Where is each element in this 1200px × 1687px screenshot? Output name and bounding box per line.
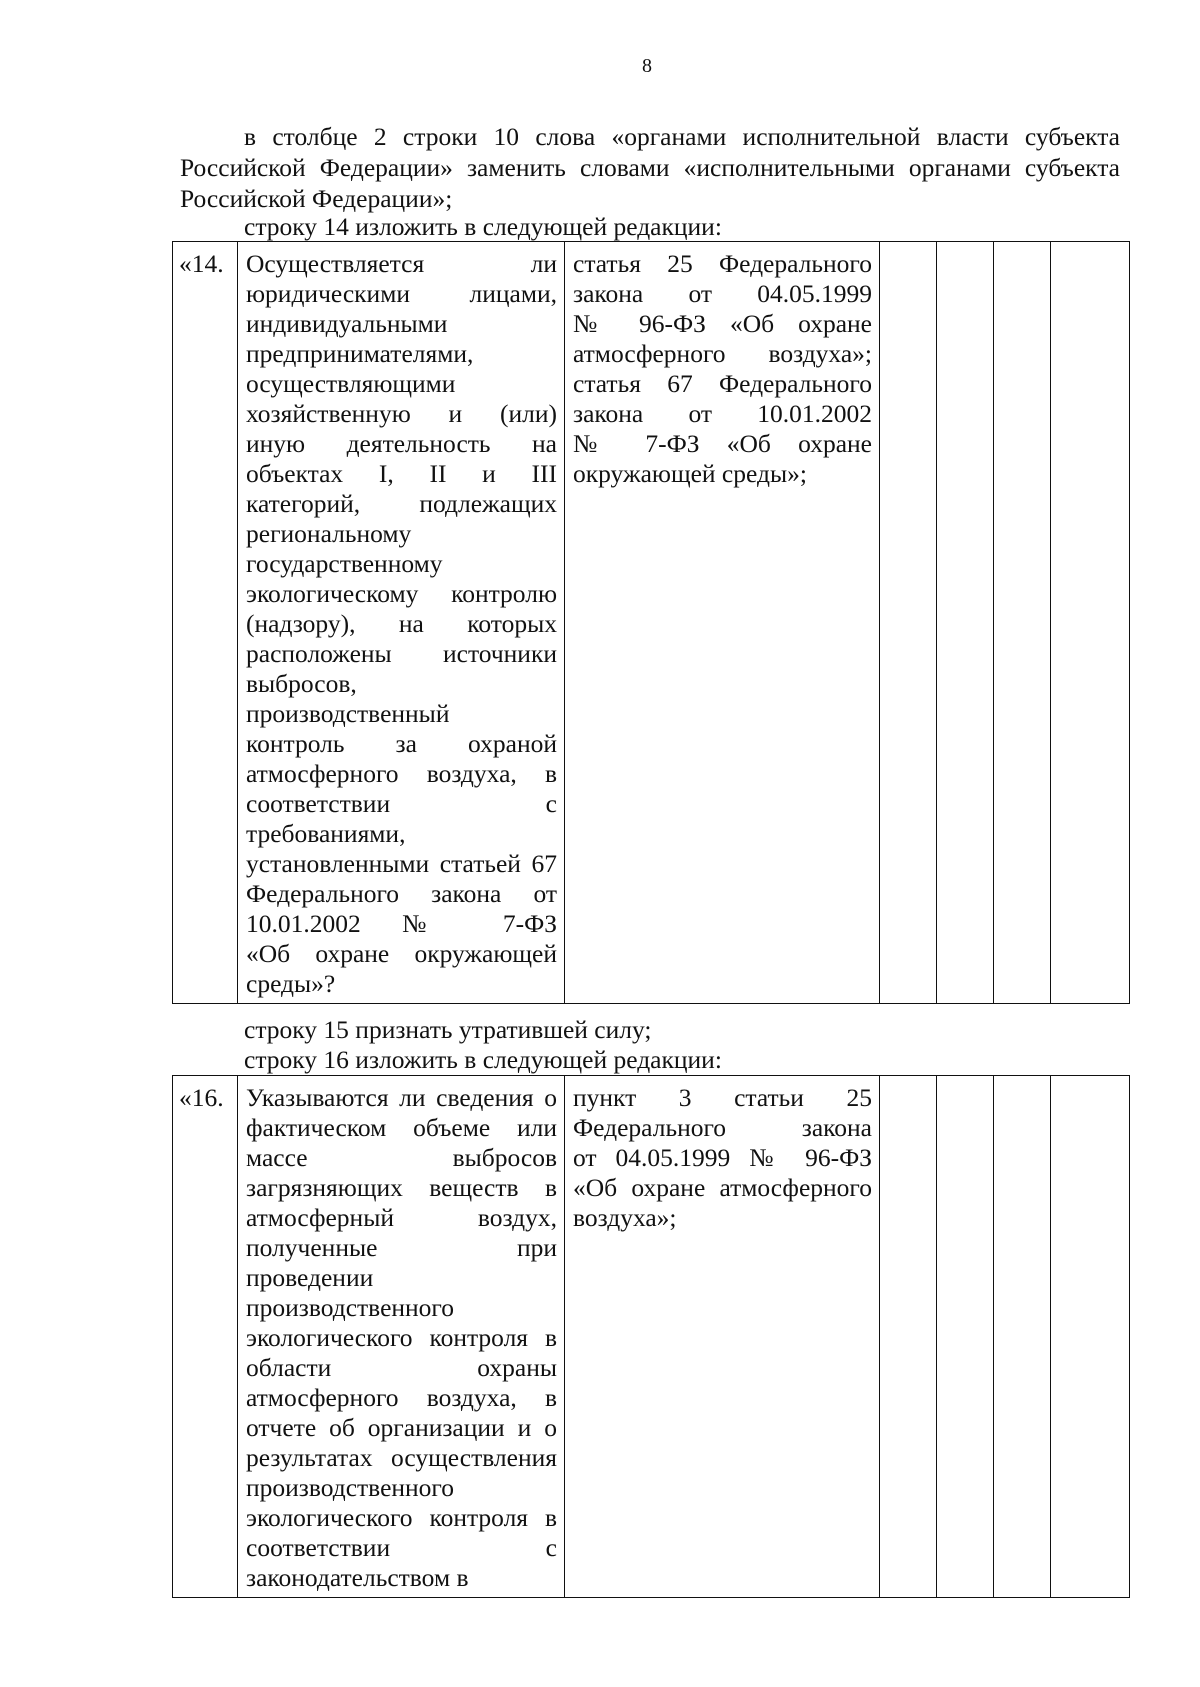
cell-text-line: статья 25 Федерального xyxy=(573,249,872,278)
cell-text-line: (надзору), на которых xyxy=(246,609,557,638)
cell-text-line: пункт 3 статьи 25 xyxy=(573,1083,872,1112)
cell-text-line: законодательством в xyxy=(246,1563,469,1592)
legal-reference-cell xyxy=(565,242,880,1004)
cell-text-line: категорий, подлежащих xyxy=(246,489,557,518)
cell-text-line: атмосферного воздуха, в xyxy=(246,1383,557,1412)
legal-reference-text xyxy=(573,1083,872,1233)
cell-text-line: «Об охране окружающей xyxy=(246,939,557,968)
cell-text-line: атмосферный воздух, xyxy=(246,1203,557,1232)
cell-text-line: экологическому контролю xyxy=(246,579,557,608)
answer-yes-cell xyxy=(880,1076,937,1598)
question-text xyxy=(246,1083,557,1593)
cell-text-line: Осуществляется ли xyxy=(246,249,557,278)
cell-text-line: закона от 10.01.2002 xyxy=(573,399,872,428)
note-cell xyxy=(1051,1076,1130,1598)
cell-text-line: выбросов, xyxy=(246,669,357,698)
answer-na-cell xyxy=(994,242,1051,1004)
cell-text-line: загрязняющих веществ в xyxy=(246,1173,557,1202)
note-cell xyxy=(1051,242,1130,1004)
answer-no-cell xyxy=(937,242,994,1004)
cell-text-line: объектах I, II и III xyxy=(246,459,557,488)
intro-paragraph: в столбце 2 строки 10 слова «органами исполнительной власти субъекта Российской Федерации» заменить словами «исполнительными органами субъекта Российской Федерации»; xyxy=(180,122,1120,213)
cell-text-line: экологического контроля в xyxy=(246,1323,557,1352)
question-text xyxy=(246,249,557,999)
cell-text-line: юридическими лицами, xyxy=(246,279,557,308)
cell-text-line: региональному xyxy=(246,519,412,548)
answer-no-cell xyxy=(937,1076,994,1598)
cell-text-line: производственного xyxy=(246,1473,455,1502)
row-number: «14. xyxy=(173,242,238,1004)
cell-text-line: отчете об организации и о xyxy=(246,1413,557,1442)
cell-text-line: расположены источники xyxy=(246,639,557,668)
instruction-row-15: строку 15 признать утратившей силу; xyxy=(244,1015,652,1044)
cell-text-line: иную деятельность на xyxy=(246,429,557,458)
cell-text-line: № 7-ФЗ «Об охране xyxy=(573,429,872,458)
question-cell xyxy=(238,242,565,1004)
cell-text-line: хозяйственную и (или) xyxy=(246,399,557,428)
instruction-row-16: строку 16 изложить в следующей редакции: xyxy=(244,1045,722,1074)
cell-text-line: воздуха»; xyxy=(573,1203,677,1232)
cell-text-line: проведении xyxy=(246,1263,374,1292)
legal-reference-text xyxy=(573,249,872,489)
amendment-table-row-16 xyxy=(172,1075,1130,1598)
cell-text-line: установленными статьей 67 xyxy=(246,849,557,878)
cell-text-line: Федерального закона от xyxy=(246,879,557,908)
table-row xyxy=(173,242,1130,1004)
cell-text-line: экологического контроля в xyxy=(246,1503,557,1532)
answer-yes-cell xyxy=(880,242,937,1004)
cell-text-line: области охраны xyxy=(246,1353,557,1382)
cell-text-line: производственный xyxy=(246,699,450,728)
amendment-table-row-14 xyxy=(172,241,1130,1004)
question-cell xyxy=(238,1076,565,1598)
cell-text-line: массе выбросов xyxy=(246,1143,557,1172)
cell-text-line: результатах осуществления xyxy=(246,1443,557,1472)
cell-text-line: соответствии с xyxy=(246,1533,557,1562)
cell-text-line: «Об охране атмосферного xyxy=(573,1173,872,1202)
cell-text-line: атмосферного воздуха»; xyxy=(573,339,872,368)
cell-text-line: среды»? xyxy=(246,969,336,998)
cell-text-line: фактическом объеме или xyxy=(246,1113,557,1142)
cell-text-line: производственного xyxy=(246,1293,455,1322)
cell-text-line: от 04.05.1999 № 96-ФЗ xyxy=(573,1143,872,1172)
cell-text-line: закона от 04.05.1999 xyxy=(573,279,872,308)
cell-text-line: Федерального закона xyxy=(573,1113,872,1142)
cell-text-line: окружающей среды»; xyxy=(573,459,807,488)
table-row xyxy=(173,1076,1130,1598)
cell-text-line: статья 67 Федерального xyxy=(573,369,872,398)
cell-text-line: индивидуальными xyxy=(246,309,448,338)
cell-text-line: соответствии с xyxy=(246,789,557,818)
cell-text-line: осуществляющими xyxy=(246,369,456,398)
answer-na-cell xyxy=(994,1076,1051,1598)
cell-text-line: полученные при xyxy=(246,1233,557,1262)
instruction-row-14: строку 14 изложить в следующей редакции: xyxy=(244,212,722,241)
cell-text-line: контроль за охраной xyxy=(246,729,557,758)
cell-text-line: атмосферного воздуха, в xyxy=(246,759,557,788)
cell-text-line: № 96-ФЗ «Об охране xyxy=(573,309,872,338)
cell-text-line: 10.01.2002 № 7-ФЗ xyxy=(246,909,557,938)
cell-text-line: Указываются ли сведения о xyxy=(246,1083,557,1112)
legal-reference-cell xyxy=(565,1076,880,1598)
cell-text-line: предпринимателями, xyxy=(246,339,474,368)
cell-text-line: государственному xyxy=(246,549,443,578)
page-number: 8 xyxy=(642,55,652,77)
cell-text-line: требованиями, xyxy=(246,819,406,848)
row-number: «16. xyxy=(173,1076,238,1598)
